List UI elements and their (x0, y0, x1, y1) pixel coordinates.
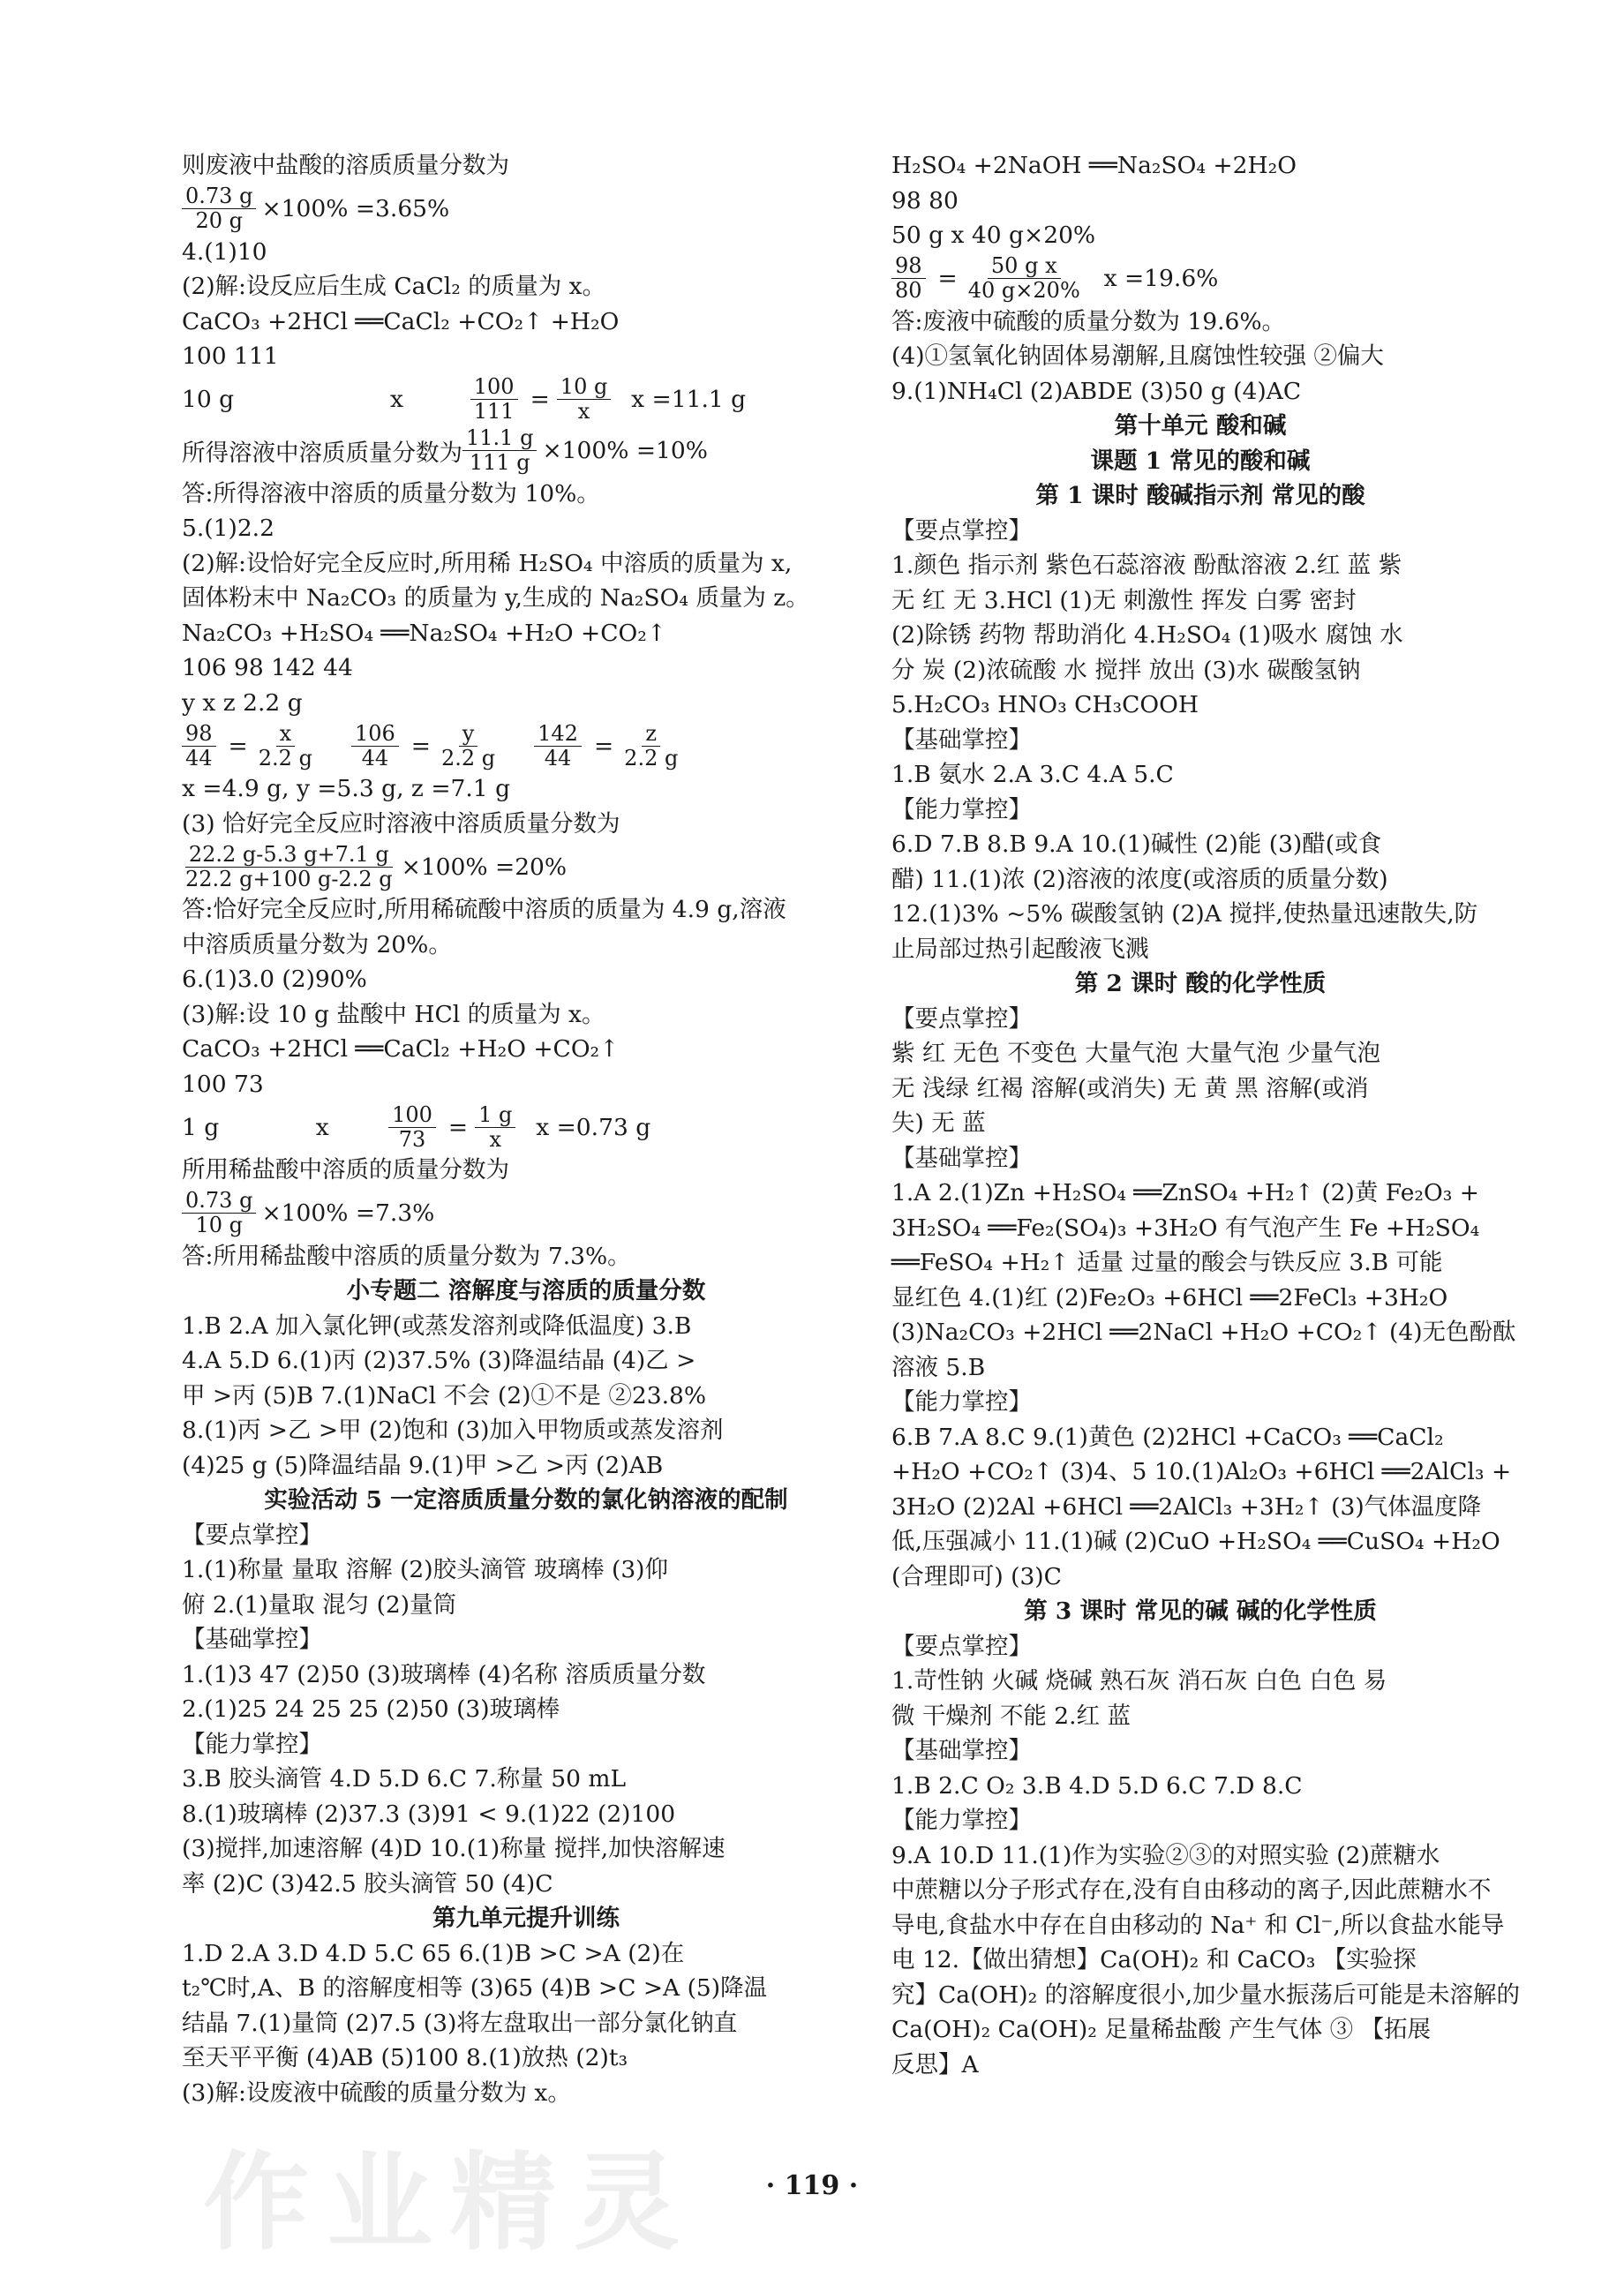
formula-line (182, 374, 870, 425)
text-line: 率 (2)C (3)42.5 胶头滴管 50 (4)C (182, 1869, 553, 1898)
left-column (182, 148, 870, 2110)
section-heading: 第九单元提升训练 (432, 1905, 620, 1932)
fraction-denominator: 111 (473, 399, 515, 424)
fraction (182, 1189, 256, 1237)
formula-prefix: 所得溶液中溶质质量分数为 (182, 440, 462, 467)
text-line: 无 浅绿 红褐 溶解(或消失) 无 黄 黑 溶解(或消 (891, 1074, 1369, 1102)
text-line: 6.B 7.A 8.C 9.(1)黄色 (2)2HCl +CaCO₃ ══CaCl₂ (891, 1423, 1444, 1451)
text-line: (4)25 g (5)降温结晶 9.(1)甲 >乙 >丙 (2)AB (182, 1451, 664, 1479)
text-line: 【要点掌控】 (891, 516, 1032, 545)
section-heading: 实验活动 5 一定溶质质量分数的氯化钠溶液的配制 (264, 1486, 788, 1514)
text-line: 【能力掌控】 (891, 1388, 1032, 1416)
fraction-numerator: 1 g (475, 1103, 515, 1128)
text-line: 止局部过热引起酸液飞溅 (891, 935, 1149, 963)
formula-result: ×100% =7.3% (261, 1199, 435, 1227)
text-line: 【要点掌控】 (891, 1004, 1032, 1033)
text-line: 1.颜色 指示剂 紫色石蕊溶液 酚酞溶液 2.红 蓝 紫 (891, 552, 1402, 579)
text-line: 9.A 10.D 11.(1)作为实验②③的对照实验 (2)蔗糖水 (891, 1841, 1440, 1869)
text-line: ══FeSO₄ +H₂↑ 适量 过量的酸会与铁反应 3.B 可能 (891, 1249, 1443, 1276)
text-line: (3) 恰好完全反应时溶液中溶质质量分数为 (182, 809, 620, 838)
text-line: 【基础掌控】 (182, 1626, 322, 1653)
fraction-denominator: 2.2 g (624, 745, 679, 770)
text-line: Ca(OH)₂ Ca(OH)₂ 足量稀盐酸 产生气体 ③ 【拓展 (891, 2016, 1432, 2043)
text-line: 答:所得溶液中溶质的质量分数为 10%。 (182, 479, 600, 507)
text-line: 6.D 7.B 8.B 9.A 10.(1)碱性 (2)能 (3)醋(或食 (891, 831, 1382, 858)
text-line: H₂SO₄ +2NaOH ══Na₂SO₄ +2H₂O (891, 152, 1297, 179)
fraction-denominator: x (577, 399, 590, 424)
fraction-denominator: 44 (361, 745, 389, 770)
fraction (891, 254, 926, 303)
fraction-numerator: 10 g (557, 375, 612, 400)
text-line: 醋) 11.(1)浓 (2)溶液的浓度(或溶质的质量分数) (891, 865, 1388, 893)
text-line: 则废液中盐酸的溶质质量分数为 (182, 152, 509, 179)
watermark: 作业精灵 (203, 2142, 697, 2265)
formula-line (182, 1101, 870, 1153)
text-line: 1.D 2.A 3.D 4.D 5.C 65 6.(1)B >C >A (2)在 (182, 1939, 685, 1967)
section-heading: 小专题二 溶解度与溶质的质量分数 (346, 1277, 706, 1304)
text-line: 【基础掌控】 (891, 1737, 1032, 1764)
text-line: 98 80 (891, 186, 959, 214)
fraction-numerator: 100 (388, 1103, 436, 1128)
text-line: (2)解:设恰好完全反应时,所用稀 H₂SO₄ 中溶质的质量为 x, (182, 549, 793, 577)
fraction-numerator: 98 (182, 722, 216, 747)
text-line: 紫 红 无色 不变色 大量气泡 大量气泡 少量气泡 (891, 1040, 1381, 1067)
text-line: 5.(1)2.2 (182, 515, 274, 542)
formula-prefix: 1 g x (182, 1113, 389, 1141)
page-number: · 119 · (765, 2170, 859, 2201)
text-line: 【能力掌控】 (182, 1730, 322, 1758)
fraction-numerator: x (276, 722, 296, 747)
fraction (388, 1103, 436, 1152)
text-line: 3H₂SO₄ ══Fe₂(SO₄)₃ +3H₂O 有气泡产生 Fe +H₂SO₄ (891, 1214, 1480, 1242)
text-line: 2.(1)25 24 25 25 (2)50 (3)玻璃棒 (182, 1695, 560, 1723)
text-line: 低,压强减小 11.(1)碱 (2)CuO +H₂SO₄ ══CuSO₄ +H₂O (891, 1528, 1500, 1555)
equals-sign: = (447, 1113, 469, 1141)
text-line: 分 炭 (2)浓硫酸 水 搅拌 放出 (3)水 碳酸氢钠 (891, 656, 1361, 684)
fraction-numerator: 11.1 g (462, 426, 537, 451)
text-line: 100 73 (182, 1070, 264, 1098)
equals-sign: = (228, 732, 248, 760)
fraction-numerator: y (459, 722, 478, 747)
text-line: 106 98 142 44 (182, 654, 353, 681)
text-line: 答:所用稀盐酸中溶质的质量分数为 7.3%。 (182, 1242, 631, 1270)
text-line: 答:恰好完全反应时,所用稀硫酸中溶质的质量为 4.9 g,溶液 (182, 896, 786, 923)
fraction-numerator: 22.2 g-5.3 g+7.1 g (185, 843, 393, 868)
text-line: 俯 2.(1)量取 混匀 (2)量筒 (182, 1590, 457, 1619)
fraction-denominator: 40 g×20% (967, 278, 1080, 303)
text-line: 导电,食盐水中存在自由移动的 Na⁺ 和 Cl⁻,所以食盐水能导 (891, 1911, 1505, 1939)
text-line: (3)Na₂CO₃ +2HCl ══2NaCl +H₂O +CO₂↑ (4)无色酚酞 (891, 1319, 1516, 1346)
fraction-numerator: z (642, 722, 660, 747)
text-line: (3)解:设废液中硫酸的质量分数为 x。 (182, 2078, 571, 2107)
fraction-numerator: 0.73 g (182, 184, 256, 209)
right-column (891, 148, 1521, 2082)
text-line: CaCO₃ +2HCl ══CaCl₂ +H₂O +CO₂↑ (182, 1035, 620, 1063)
text-line: 【能力掌控】 (891, 795, 1032, 823)
text-line: 无 红 无 3.HCl (1)无 刺激性 挥发 白雾 密封 (891, 586, 1357, 614)
fraction (475, 1103, 515, 1152)
text-line: 究】Ca(OH)₂ 的溶解度很小,加少量水振荡后可能是未溶解的 (891, 1981, 1521, 2009)
text-line: 微 干燥剂 不能 2.红 蓝 (891, 1702, 1131, 1730)
text-line: 所用稀盐酸中溶质的质量分数为 (182, 1156, 509, 1184)
text-line: 4.A 5.D 6.(1)丙 (2)37.5% (3)降温结晶 (4)乙 > (182, 1347, 696, 1374)
text-line: 【要点掌控】 (891, 1632, 1032, 1660)
section-heading: 第 3 课时 常见的碱 碱的化学性质 (1024, 1597, 1377, 1625)
equals-sign: = (593, 732, 614, 760)
text-line: 中溶质质量分数为 20%。 (182, 930, 452, 958)
formula-line (182, 184, 870, 235)
text-line: Na₂CO₃ +H₂SO₄ ══Na₂SO₄ +H₂O +CO₂↑ (182, 619, 667, 647)
text-line: 8.(1)玻璃棒 (2)37.3 (3)91 < 9.(1)22 (2)100 (182, 1800, 676, 1828)
fraction (620, 722, 681, 770)
text-line: 溶液 5.B (891, 1353, 986, 1381)
fraction (182, 722, 216, 770)
section-heading: 第 1 课时 酸碱指示剂 常见的酸 (1035, 482, 1365, 509)
fraction-numerator: 0.73 g (182, 1189, 256, 1214)
text-line: 3H₂O (2)2Al +6HCl ══2AlCl₃ +3H₂↑ (3)气体温度降 (891, 1492, 1482, 1521)
fraction (557, 375, 612, 424)
section-heading: 第 2 课时 酸的化学性质 (1074, 970, 1327, 997)
formula-prefix: 10 g x (182, 386, 470, 413)
fraction (534, 722, 582, 770)
formula-line (182, 1188, 870, 1239)
text-line: (合理即可) (3)C (891, 1562, 1062, 1590)
text-line: 3.B 胶头滴管 4.D 5.D 6.C 7.称量 50 mL (182, 1765, 627, 1793)
text-line: 电 12.【做出猜想】Ca(OH)₂ 和 CaCO₃ 【实验探 (891, 1946, 1417, 1973)
formula-line (182, 841, 870, 892)
equals-sign: = (410, 732, 431, 760)
fraction (470, 375, 518, 424)
fraction (182, 843, 396, 891)
text-line: 【要点掌控】 (182, 1521, 322, 1549)
formula-line (182, 425, 870, 477)
text-line: 中蔗糖以分子形式存在,没有自由移动的离子,因此蔗糖水不 (891, 1876, 1492, 1904)
text-line: 8.(1)丙 >乙 >甲 (2)饱和 (3)加入甲物质或蒸发溶剂 (182, 1417, 724, 1444)
text-line: (4)①氢氧化钠固体易潮解,且腐蚀性较强 ②偏大 (891, 342, 1384, 370)
text-line: 甲 >丙 (5)B 7.(1)NaCl 不会 (2)①不是 ②23.8% (182, 1381, 707, 1409)
fraction (255, 722, 316, 770)
text-line: 9.(1)NH₄Cl (2)ABDE (3)50 g (4)AC (891, 377, 1302, 405)
text-line: 结晶 7.(1)量筒 (2)7.5 (3)将左盘取出一部分氯化钠直 (182, 2009, 738, 2037)
text-line: 【基础掌控】 (891, 1144, 1032, 1172)
text-line: 【能力掌控】 (891, 1807, 1032, 1834)
text-line: 1.(1)称量 量取 溶解 (2)胶头滴管 玻璃棒 (3)仰 (182, 1556, 669, 1583)
text-line: t₂℃时,A、B 的溶解度相等 (3)65 (4)B >C >A (5)降温 (182, 1974, 768, 2002)
text-line: (3)搅拌,加速溶解 (4)D 10.(1)称量 搅拌,加快溶解速 (182, 1835, 726, 1862)
fraction-denominator: 44 (544, 745, 572, 770)
text-line: 6.(1)3.0 (2)90% (182, 966, 367, 993)
text-line: 5.H₂CO₃ HNO₃ CH₃COOH (891, 691, 1199, 718)
fraction (462, 426, 537, 475)
fraction-denominator: 80 (895, 278, 922, 303)
fraction-denominator: 22.2 g+100 g-2.2 g (185, 866, 393, 891)
text-line: x =4.9 g, y =5.3 g, z =7.1 g (182, 775, 511, 802)
formula-result: x =11.1 g (616, 386, 747, 413)
text-line: 50 g x 40 g×20% (891, 222, 1096, 249)
fraction-denominator: x (489, 1126, 502, 1152)
text-line: 1.苛性钠 火碱 烧碱 熟石灰 消石灰 白色 白色 易 (891, 1667, 1387, 1695)
equals-sign: = (530, 386, 550, 413)
text-line: 1.B 氨水 2.A 3.C 4.A 5.C (891, 761, 1174, 788)
fraction (351, 722, 399, 770)
text-line: 显红色 4.(1)红 (2)Fe₂O₃ +6HCl ══2FeCl₃ +3H₂O (891, 1283, 1448, 1312)
text-line: +H₂O +CO₂↑ (3)4、5 10.(1)Al₂O₃ +6HCl ══2AlCl₃ + (891, 1458, 1512, 1485)
fraction-numerator: 50 g x (988, 254, 1061, 279)
text-line: y x z 2.2 g (182, 688, 303, 717)
section-heading: 课题 1 常见的酸和碱 (1090, 447, 1311, 475)
section-heading: 第十单元 酸和碱 (1114, 412, 1287, 440)
fraction-denominator: 20 g (195, 208, 243, 233)
text-line: 【基础掌控】 (891, 725, 1032, 754)
fraction-numerator: 142 (534, 722, 582, 747)
text-line: (2)除锈 药物 帮助消化 4.H₂SO₄ (1)吸水 腐蚀 水 (891, 621, 1403, 649)
text-line: 失) 无 蓝 (891, 1109, 986, 1137)
equals-sign: = (937, 265, 958, 292)
fraction-denominator: 2.2 g (440, 745, 496, 770)
text-line: 反思】A (891, 2050, 979, 2078)
formula-result: ×100% =20% (401, 853, 568, 881)
formula-result: ×100% =3.65% (261, 195, 450, 222)
text-line: 1.B 2.A 加入氯化钾(或蒸发溶剂或降低温度) 3.B (182, 1312, 692, 1340)
text-line: 答:废液中硫酸的质量分数为 19.6%。 (891, 307, 1286, 335)
fraction-numerator: 100 (470, 375, 518, 400)
text-line: 12.(1)3% ~5% 碳酸氢钠 (2)A 搅拌,使热量迅速散失,防 (891, 900, 1478, 928)
text-line: 100 111 (182, 342, 279, 370)
formula-line (891, 253, 1509, 304)
fraction-denominator: 44 (185, 745, 213, 770)
fraction-numerator: 106 (351, 722, 399, 747)
fraction-denominator: 10 g (195, 1213, 243, 1237)
text-line: 4.(1)10 (182, 237, 267, 266)
fraction (438, 722, 499, 770)
fraction (965, 254, 1084, 303)
fraction-denominator: 2.2 g (258, 745, 312, 770)
formula-line (182, 720, 870, 771)
formula-result: x =19.6% (1088, 265, 1219, 292)
text-line: 至天平平衡 (4)AB (5)100 8.(1)放热 (2)t₃ (182, 2044, 628, 2071)
fraction-denominator: 73 (398, 1126, 426, 1152)
text-line: 1.B 2.C O₂ 3.B 4.D 5.D 6.C 7.D 8.C (891, 1771, 1303, 1800)
text-line: (2)解:设反应后生成 CaCl₂ 的质量为 x。 (182, 273, 606, 300)
text-line: 1.A 2.(1)Zn +H₂SO₄ ══ZnSO₄ +H₂↑ (2)黄 Fe₂O₃ + (891, 1179, 1479, 1206)
fraction (182, 184, 256, 233)
formula-result: ×100% =10% (542, 437, 708, 464)
text-line: CaCO₃ +2HCl ══CaCl₂ +CO₂↑ +H₂O (182, 307, 620, 335)
fraction-numerator: 98 (891, 254, 926, 279)
text-line: 1.(1)3 47 (2)50 (3)玻璃棒 (4)名称 溶质质量分数 (182, 1660, 706, 1688)
text-line: (3)解:设 10 g 盐酸中 HCl 的质量为 x。 (182, 1000, 605, 1028)
formula-result: x =0.73 g (521, 1113, 651, 1141)
text-line: 固体粉末中 Na₂CO₃ 的质量为 y,生成的 Na₂SO₄ 质量为 z。 (182, 584, 809, 612)
fraction-denominator: 111 g (469, 450, 530, 475)
